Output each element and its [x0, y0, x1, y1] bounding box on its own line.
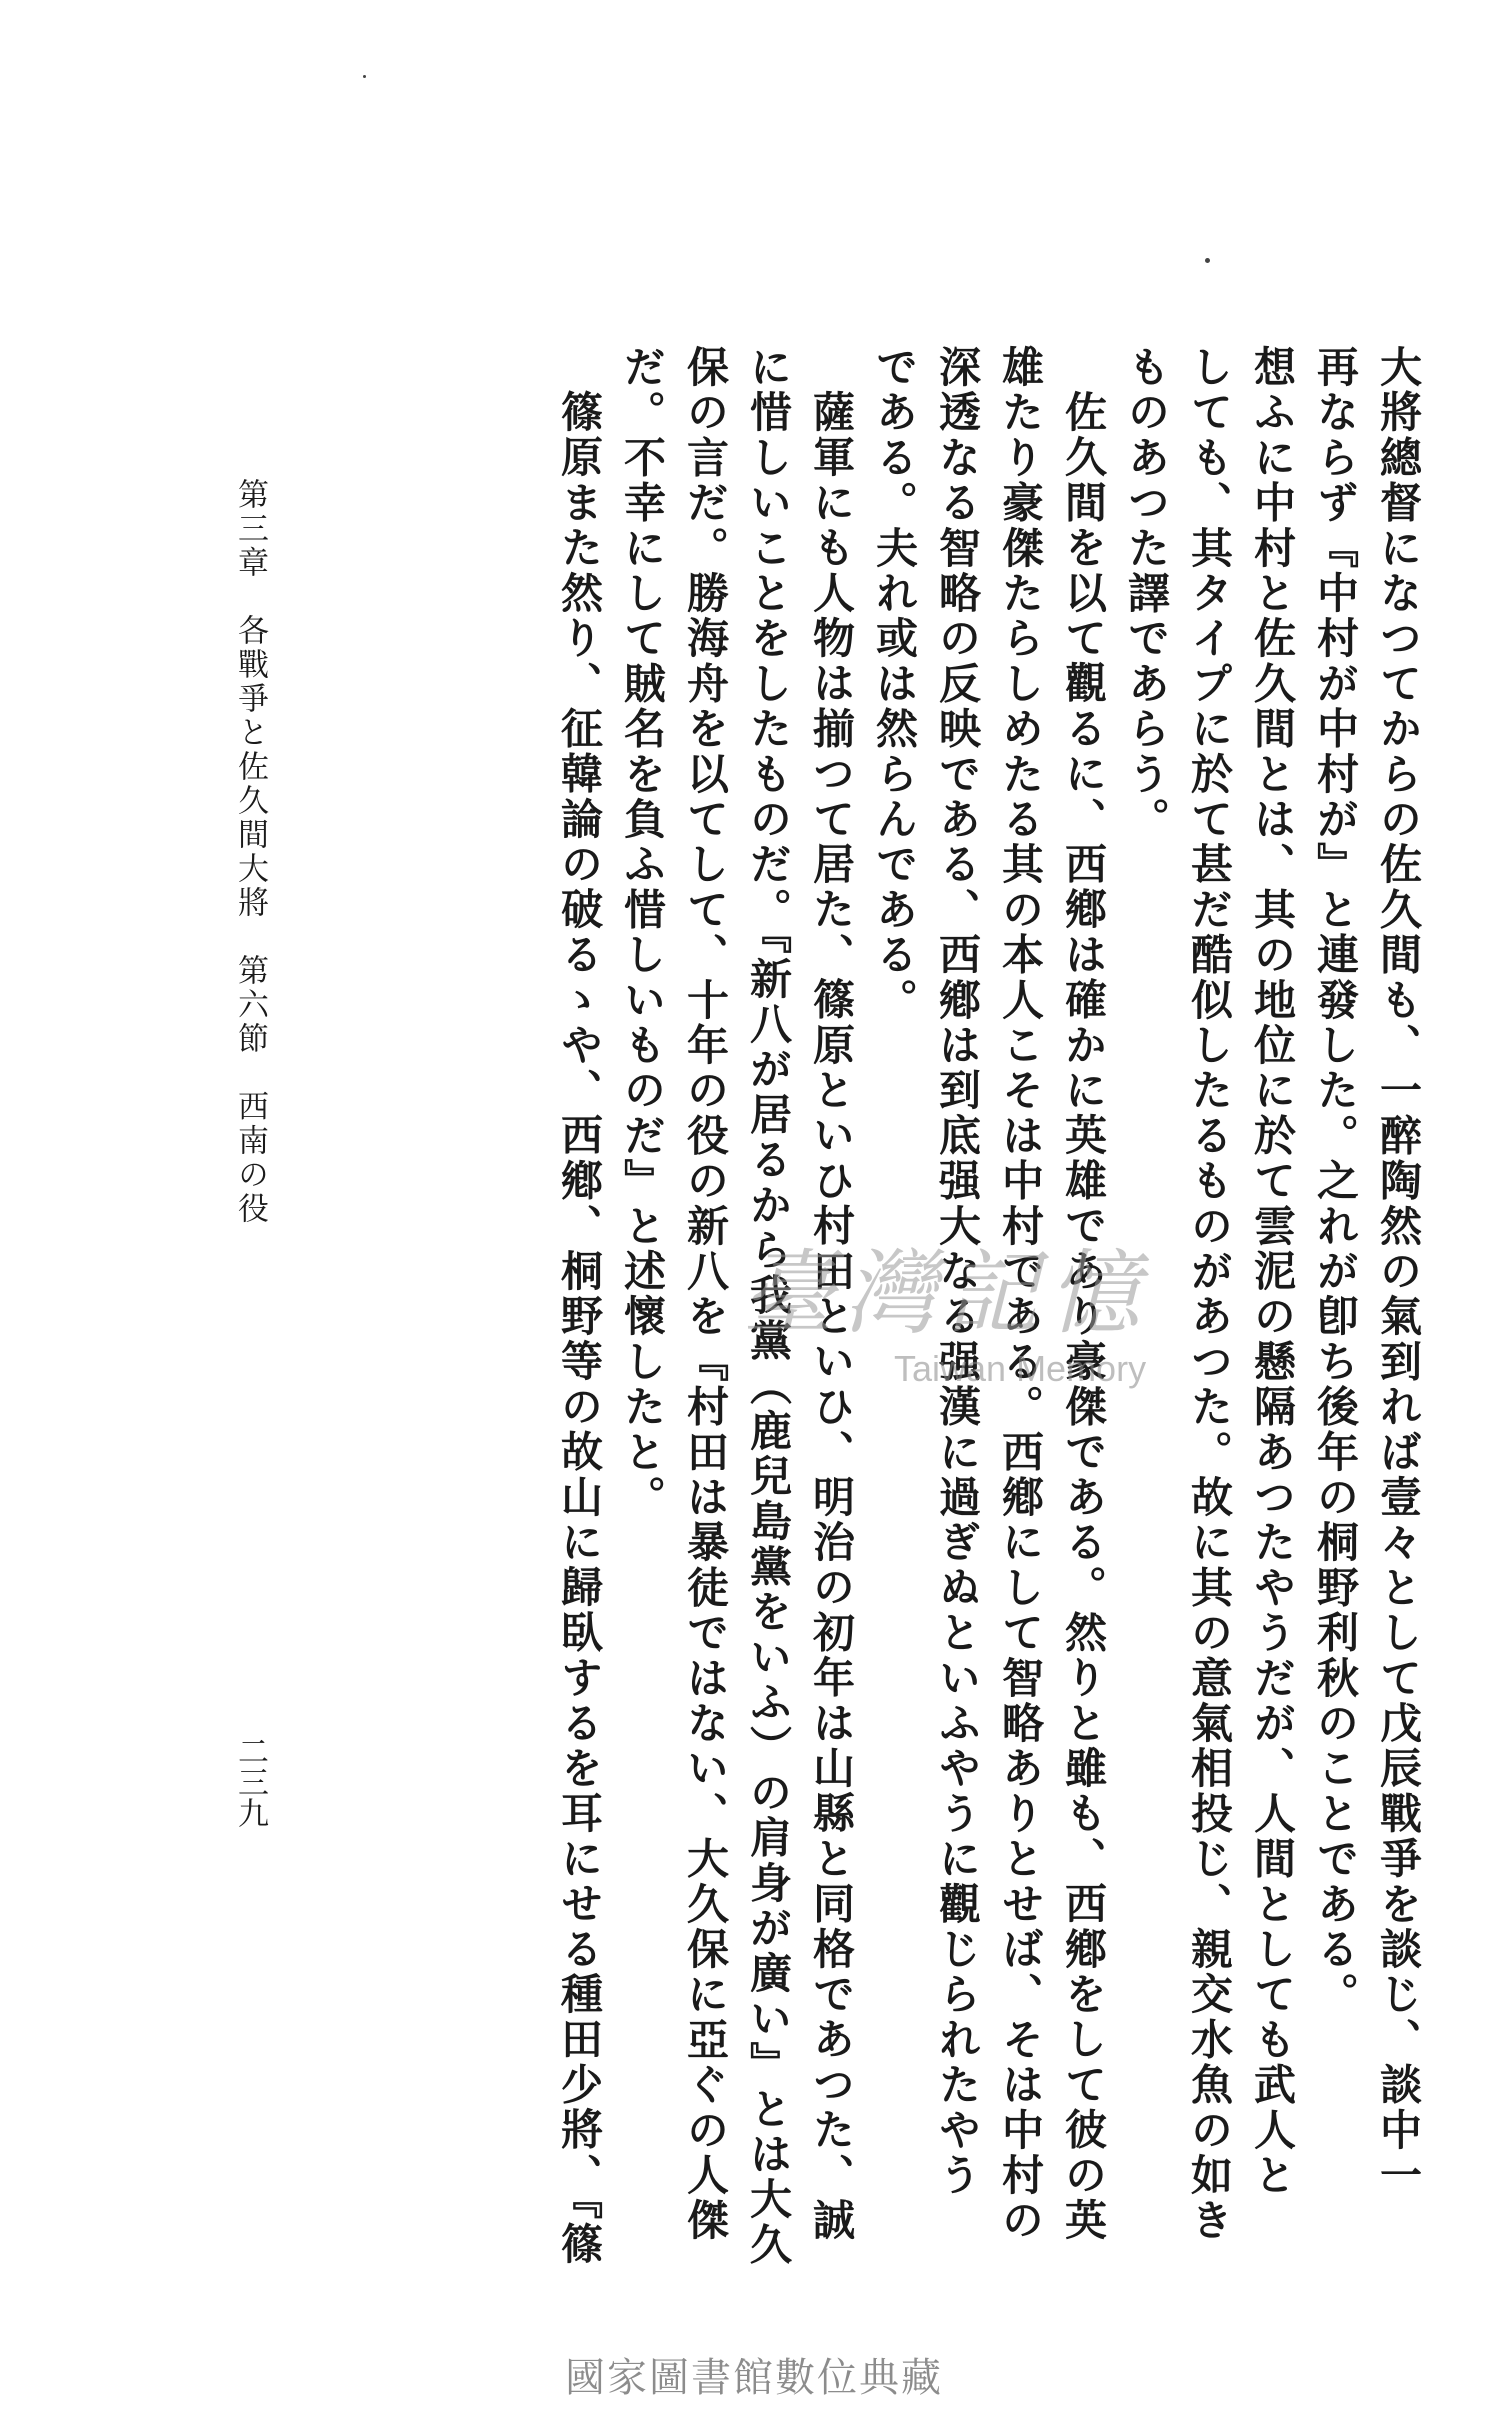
body-line-13: だ。不幸にして賊名を負ふ惜しいものだ』と述懷したと。: [618, 345, 667, 1521]
footer-credit: 國家圖書館數位典藏: [565, 2355, 943, 2401]
page-number: 二三九: [232, 1735, 268, 1828]
body-line-9: である。夫れ或は然らんである。: [870, 345, 919, 1023]
body-line-3: 想ふに中村と佐久間とは、其の地位に於て雲泥の懸隔あつたやうだが、人間としても武人と: [1248, 345, 1297, 2199]
body-line-2: 再ならず『中村が中村が』と連發した。之れが卽ち後年の桐野利秋のことである。: [1311, 345, 1360, 2018]
scan-speck: [1205, 258, 1210, 263]
watermark-english: Taiwan Memory: [894, 1348, 1147, 1389]
body-line-10: 薩軍にも人物は揃つて居た、篠原といひ村田といひ、明治の初年は山縣と同格であつた、誠: [807, 390, 856, 2244]
body-line-11: に惜しいことをしたものだ。『新八が居るから我黨（鹿兒島黨をいふ）の肩身が廣い』とは大久: [744, 345, 793, 2268]
body-line-7: 雄たり豪傑たらしめたる其の本人こそは中村である。西鄕にして智略ありとせば、そは中村の: [996, 345, 1045, 2244]
body-line-5: ものあつた譯であらう。: [1122, 345, 1171, 843]
watermark-chinese: 臺灣記憶: [742, 1240, 1151, 1347]
body-line-4: しても、其タイプに於て甚だ酷似したるものがあつた。故に其の意氣相投じ、親交水魚の如き: [1185, 345, 1234, 2244]
body-line-12: 保の言だ。勝海舟を以てして、十年の役の新八を『村田は暴徒ではない、大久保に亞ぐの人傑: [681, 345, 730, 2244]
running-head: 第三章 各戰爭と佐久間大將 第六節 西南の役: [232, 478, 268, 1226]
body-line-1: 大將總督になつてからの佐久間も、一醉陶然の氣到れば壹々として戊辰戰爭を談じ、談中一: [1374, 345, 1423, 2199]
body-line-8: 深透なる智略の反映である、西鄕は到底强大なる强漢に過ぎぬといふやうに觀じられたやう: [933, 345, 982, 2199]
body-line-6: 佐久間を以て觀るに、西鄕は確かに英雄であり豪傑である。然りと雖も、西鄕をして彼の英: [1059, 390, 1108, 2244]
body-line-14: 篠原また然り、征韓論の破るゝや、西鄕、桐野等の故山に歸臥するを耳にせる種田少將、『篠: [555, 390, 604, 2268]
scan-speck: [363, 75, 366, 78]
watermark: [742, 1240, 1151, 1389]
